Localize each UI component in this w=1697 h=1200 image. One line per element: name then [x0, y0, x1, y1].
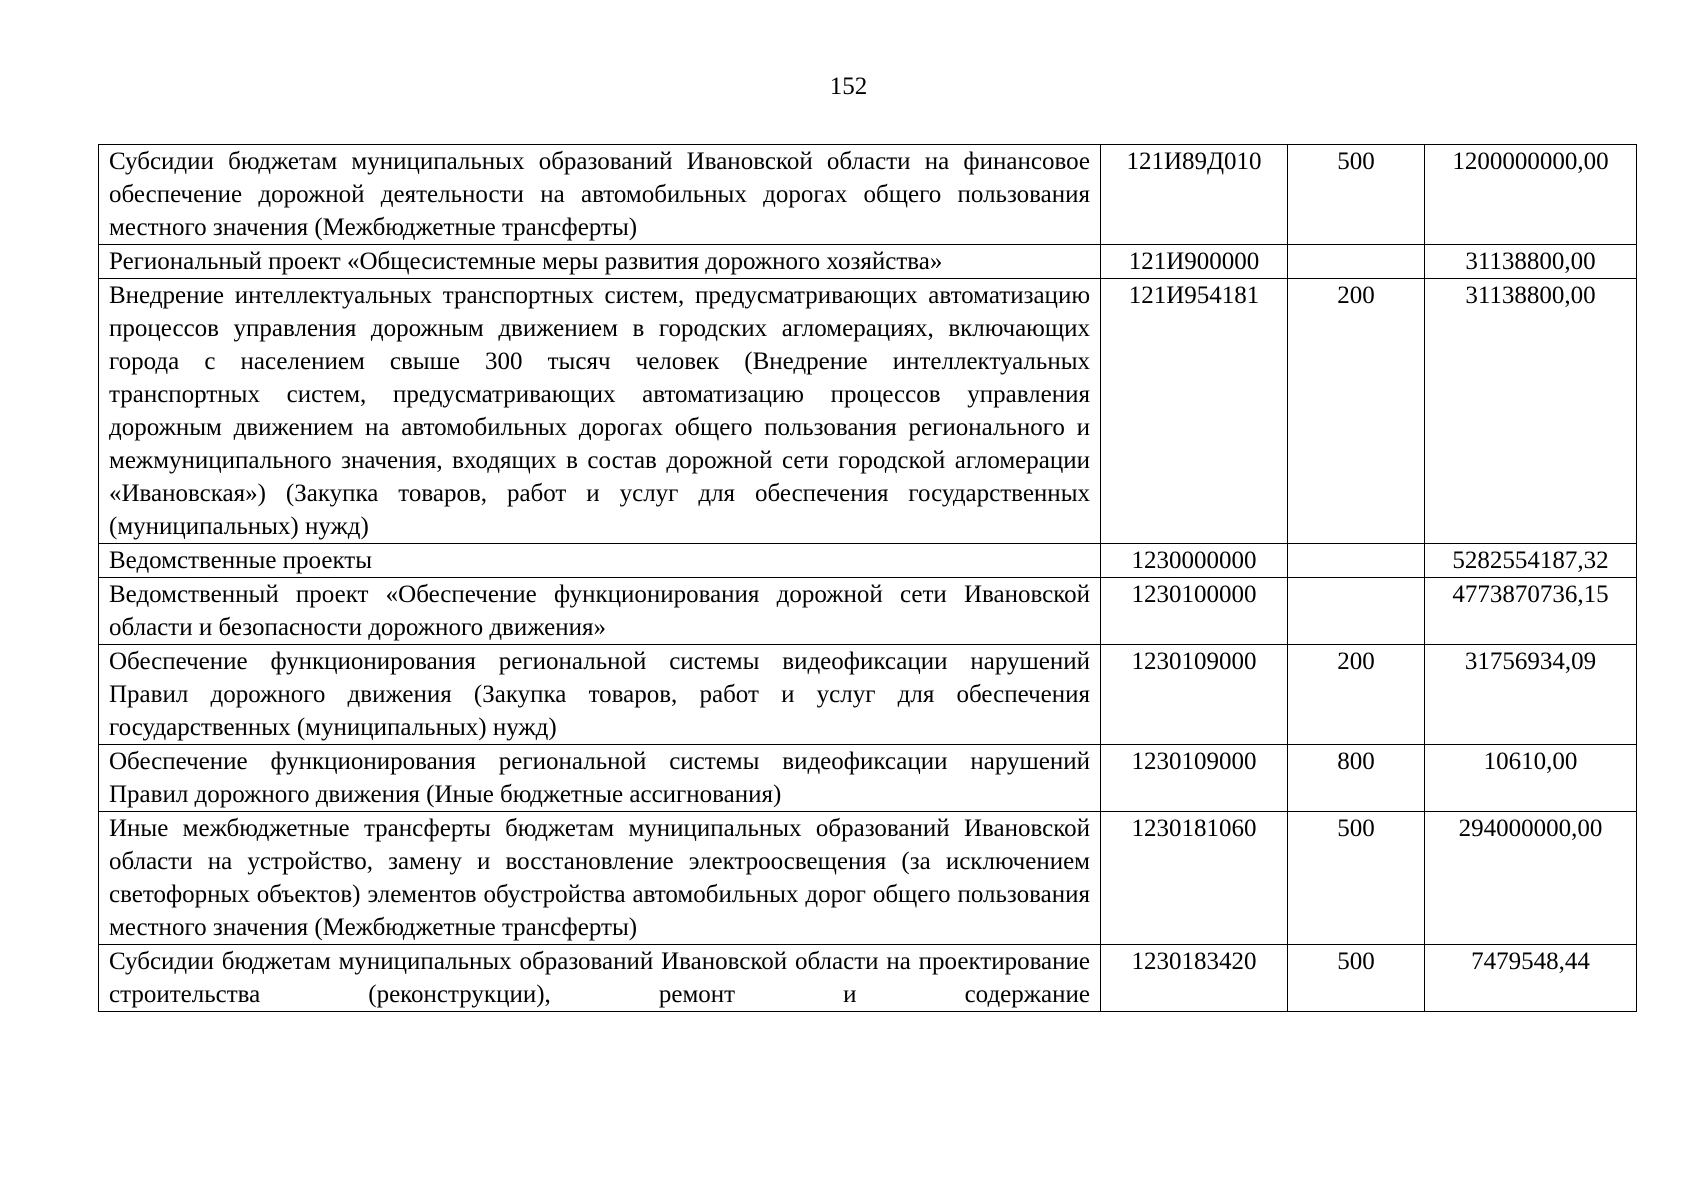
row-name: Субсидии бюджетам муниципальных образований Ивановской области на проектирование строительства (реконструкции), ремонт и содержание: [99, 945, 1101, 1012]
row-name: Региональный проект «Общесистемные меры развития дорожного хозяйства»: [99, 245, 1101, 279]
row-code: 121И954181: [1101, 279, 1288, 544]
row-sum: 31138800,00: [1425, 279, 1637, 544]
table-row: [99, 245, 1637, 279]
row-sum: 31138800,00: [1425, 245, 1637, 279]
table-row: [99, 578, 1637, 645]
row-code: 1230109000: [1101, 745, 1288, 812]
row-code: 121И900000: [1101, 245, 1288, 279]
row-code: 1230183420: [1101, 945, 1288, 1012]
row-code: 1230109000: [1101, 645, 1288, 745]
budget-table: [98, 144, 1637, 1012]
table-row: [99, 745, 1637, 812]
row-expense-type: 500: [1288, 945, 1425, 1012]
row-expense-type: 200: [1288, 279, 1425, 544]
row-sum: 294000000,00: [1425, 812, 1637, 945]
row-name: Ведомственные проекты: [99, 544, 1101, 578]
page-number: 152: [829, 73, 868, 100]
row-name: Обеспечение функционирования региональной системы видеофиксации нарушений Правил дорожного движения (Иные бюджетные ассигнования): [99, 745, 1101, 812]
row-expense-type: 500: [1288, 145, 1425, 245]
row-expense-type: 800: [1288, 745, 1425, 812]
row-name: Субсидии бюджетам муниципальных образований Ивановской области на финансовое обеспечение дорожной деятельности на автомобильных дорогах общего пользования местного значения (Межбюджетные трансферты): [99, 145, 1101, 245]
row-code: 1230000000: [1101, 544, 1288, 578]
row-code: 1230100000: [1101, 578, 1288, 645]
table-row: [99, 945, 1637, 1012]
row-sum: 1200000000,00: [1425, 145, 1637, 245]
table-row: [99, 279, 1637, 544]
row-name: Иные межбюджетные трансферты бюджетам муниципальных образований Ивановской области на устройство, замену и восстановление электроосвещения (за исключением светофорных объектов) элементов обустройства автомобильных дорог общего пользования местного значения (Межбюджетные трансферты): [99, 812, 1101, 945]
row-expense-type: 500: [1288, 812, 1425, 945]
table-row: [99, 544, 1637, 578]
row-name: Ведомственный проект «Обеспечение функционирования дорожной сети Ивановской области и безопасности дорожного движения»: [99, 578, 1101, 645]
row-sum: 10610,00: [1425, 745, 1637, 812]
row-expense-type: [1288, 544, 1425, 578]
table-row: [99, 145, 1637, 245]
row-code: 121И89Д010: [1101, 145, 1288, 245]
row-sum: 4773870736,15: [1425, 578, 1637, 645]
table-row: [99, 645, 1637, 745]
row-sum: 31756934,09: [1425, 645, 1637, 745]
row-expense-type: [1288, 245, 1425, 279]
row-sum: 7479548,44: [1425, 945, 1637, 1012]
row-name: Внедрение интеллектуальных транспортных систем, предусматривающих автоматизацию процессов управления дорожным движением в городских агломерациях, включающих города с населением свыше 300 тысяч человек (Внедрение интеллектуальных транспортных систем, предусматривающих автоматизацию процессов управления дорожным движением на автомобильных дорогах общего пользования регионального и межмуниципального значения, входящих в состав дорожной сети городской агломерации «Ивановская») (Закупка товаров, работ и услуг для обеспечения государственных (муниципальных) нужд): [99, 279, 1101, 544]
table-row: [99, 812, 1637, 945]
row-expense-type: 200: [1288, 645, 1425, 745]
row-name: Обеспечение функционирования региональной системы видеофиксации нарушений Правил дорожного движения (Закупка товаров, работ и услуг для обеспечения государственных (муниципальных) нужд): [99, 645, 1101, 745]
row-expense-type: [1288, 578, 1425, 645]
row-sum: 5282554187,32: [1425, 544, 1637, 578]
row-code: 1230181060: [1101, 812, 1288, 945]
